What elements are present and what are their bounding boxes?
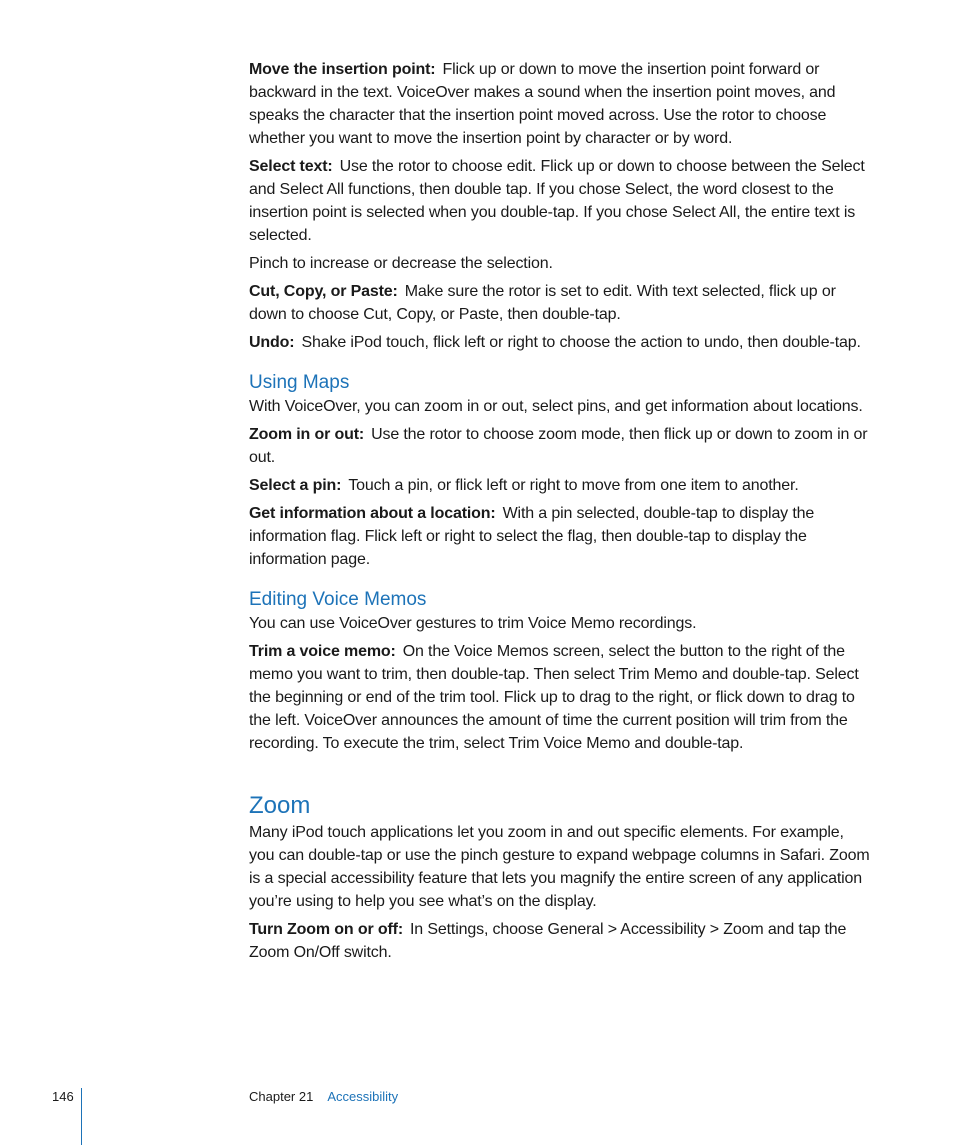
term-label: Cut, Copy, or Paste: xyxy=(249,283,398,300)
definition-paragraph xyxy=(249,331,871,354)
term-label: Get information about a location: xyxy=(249,505,496,522)
paragraph-text: Pinch to increase or decrease the selection. xyxy=(249,255,553,272)
paragraph-text: Use the rotor to choose zoom mode, then flick up or down to zoom in or out. xyxy=(249,426,868,466)
term-label: Move the insertion point: xyxy=(249,61,436,78)
definition-paragraph xyxy=(249,58,871,150)
term-label: Turn Zoom on or off: xyxy=(249,921,403,938)
paragraph-text: Flick up or down to move the insertion point forward or backward in the text. VoiceOver makes a sound when the insertion point moves, and speaks the character that the insertion point moved across. Use the rotor to choose whether you want to move the insertion point by character or by word. xyxy=(249,61,836,147)
footer-rule xyxy=(81,1088,82,1145)
page-number: 146 xyxy=(52,1089,74,1104)
paragraph-text: In Settings, choose General > Accessibility > Zoom and tap the Zoom On/Off switch. xyxy=(249,921,847,961)
paragraph-text: With a pin selected, double-tap to display the information flag. Flick left or right to select the flag, then double-tap to display the information page. xyxy=(249,505,815,568)
section-heading: Using Maps xyxy=(249,372,350,393)
paragraph-text: Make sure the rotor is set to edit. With text selected, flick up or down to choose Cut, Copy, or Paste, then double-tap. xyxy=(249,283,836,323)
definition-paragraph xyxy=(249,280,871,326)
page-body xyxy=(249,58,871,969)
paragraph-text: You can use VoiceOver gestures to trim Voice Memo recordings. xyxy=(249,615,697,632)
definition-paragraph xyxy=(249,640,871,755)
definition-paragraph xyxy=(249,502,871,571)
body-paragraph xyxy=(249,612,871,635)
definition-paragraph xyxy=(249,423,871,469)
paragraph-text: Use the rotor to choose edit. Flick up or down to choose between the Select and Select All functions, then double tap. If you chose Select, the word closest to the insertion point is selected when you double-tap. If you chose Select All, the entire text is selected. xyxy=(249,158,865,244)
chapter-title-link[interactable]: Accessibility xyxy=(327,1089,399,1104)
definition-paragraph xyxy=(249,918,871,964)
body-paragraph xyxy=(249,252,871,275)
term-label: Undo: xyxy=(249,334,295,351)
paragraph-text: Many iPod touch applications let you zoom in and out specific elements. For example, you can double-tap or use the pinch gesture to expand webpage columns in Safari. Zoom is a special accessibility feature that lets you magnify the entire screen of any application you’re using to help you see what’s on the display. xyxy=(249,824,870,910)
definition-paragraph xyxy=(249,474,871,497)
term-label: Trim a voice memo: xyxy=(249,643,396,660)
footer-chapter xyxy=(249,1088,398,1106)
paragraph-text: Shake iPod touch, flick left or right to choose the action to undo, then double-tap. xyxy=(301,334,861,351)
paragraph-text: Touch a pin, or flick left or right to move from one item to another. xyxy=(348,477,799,494)
definition-paragraph xyxy=(249,155,871,247)
body-paragraph xyxy=(249,821,871,913)
paragraph-text: With VoiceOver, you can zoom in or out, select pins, and get information about locations. xyxy=(249,398,863,415)
topic-heading: Zoom xyxy=(249,792,311,819)
term-label: Select a pin: xyxy=(249,477,342,494)
term-label: Select text: xyxy=(249,158,333,175)
chapter-label: Chapter 21 xyxy=(249,1089,314,1104)
term-label: Zoom in or out: xyxy=(249,426,365,443)
body-paragraph xyxy=(249,395,871,418)
paragraph-text: On the Voice Memos screen, select the button to the right of the memo you want to trim, then double-tap. Then select Trim Memo and double-tap. Select the beginning or end of the trim tool. Flick up to drag to the right, or flick down to drag to the left. VoiceOver announces the amount of time the current position will trim from the recording. To execute the trim, select Trim Voice Memo and double-tap. xyxy=(249,643,859,752)
section-heading: Editing Voice Memos xyxy=(249,589,427,610)
